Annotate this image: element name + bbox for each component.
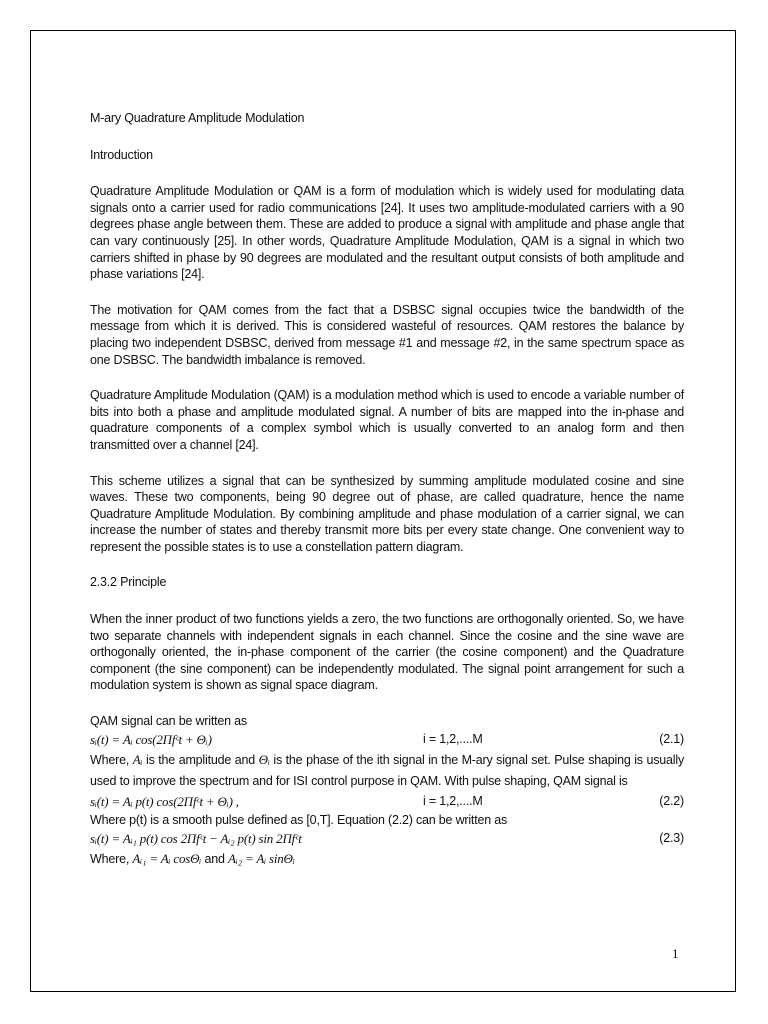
document-body — [90, 110, 684, 870]
symbol-phase: Θᵢ — [258, 751, 270, 767]
equation-2-1-number: (2.1) — [659, 731, 684, 746]
where2-lead: Where, — [90, 851, 130, 866]
equation-intro: QAM signal can be written as — [90, 714, 247, 729]
equation-2-3 — [90, 829, 684, 848]
equation-2-1-formula: sᵢ(t) = Aᵢ cos(2Πfᶜt + Θᵢ) — [90, 731, 212, 747]
paragraph-1: Quadrature Amplitude Modulation or QAM is a form of modulation which is widely used for modulating data signals onto a carrier used for radio communications [24]. It uses two amplitude-modulated carriers with a 90 degrees phase angle between them. These are added to produce a signal with amplitude and phase angle that can vary continuously [25]. In other words, Quadrature Amplitude Modulation, QAM is a signal in which two carriers shifted in phase by 90 degrees are modulated and the resultant output consists of both amplitude and phase variations [24]. — [90, 184, 684, 282]
where-amplitude-phase — [90, 749, 684, 792]
where-components — [90, 848, 684, 870]
where2-and: and — [204, 851, 225, 866]
equation-2-2 — [90, 792, 684, 811]
intro-heading: Introduction — [90, 147, 153, 162]
expr-a-i1: Aᵢ₁ = Aᵢ cosΘᵢ — [132, 850, 202, 866]
equation-2-3-formula: sᵢ(t) = Aᵢ₁ p(t) cos 2Πfᶜt − Aᵢ₂ p(t) sin 2Πfᶜt — [90, 830, 302, 846]
page-number: 1 — [672, 946, 679, 961]
principle-paragraph: When the inner product of two functions yields a zero, the two functions are orthogonally oriented. So, we have two separate channels with independent signals in each channel. Since the cosine and the sine wave are orthogonally oriented, the in-phase component of the carrier (the cosine component) and the Quadrature component (the sine component) can be independently modulated. The signal point arrangement for such a modulation system is shown as signal space diagram. — [90, 612, 684, 693]
expr-a-i2: Aᵢ₂ = Aᵢ sinΘᵢ — [227, 850, 295, 866]
pulse-definition: Where p(t) is a smooth pulse defined as [0,T]. Equation (2.2) can be written as — [90, 812, 508, 827]
equation-2-2-formula: sᵢ(t) = Aᵢ p(t) cos(2Πfᶜt + Θᵢ) , — [90, 793, 239, 809]
symbol-amplitude: Aᵢ — [132, 751, 143, 767]
paragraph-4: This scheme utilizes a signal that can be synthesized by summing amplitude modulated cosine and sine waves. These two components, being 90 degree out of phase, are called quadrature, hence the name Quadrature Amplitude Modulation. By combining amplitude and phase modulation of a carrier signal, we can increase the number of states and thereby transmit more bits per every state change. One convenient way to represent the possible states is to use a constellation pattern diagram. — [90, 473, 684, 554]
where-lead: Where, — [90, 752, 130, 767]
paragraph-3: Quadrature Amplitude Modulation (QAM) is a modulation method which is used to encode a variable number of bits into both a phase and amplitude modulated signal. A number of bits are mapped into the in-phase and quadrature components of a complex symbol which is usually converted to an analog form and then transmitted over a channel [24]. — [90, 388, 684, 452]
where-tail: is the phase of the ith signal in the M-ary signal set. Pulse shaping is usually used to improve the spectrum and for ISI control purpose in QAM. With pulse shaping, QAM signal is — [90, 752, 684, 788]
document-title: M-ary Quadrature Amplitude Modulation — [90, 111, 305, 125]
equation-2-2-range: i = 1,2,....M — [423, 793, 483, 808]
paragraph-2: The motivation for QAM comes from the fact that a DSBSC signal occupies twice the bandwidth of the message from which it is derived. This is considered wasteful of resources. QAM restores the balance by placing two independent DSBSC, derived from message #1 and message #2, in the same spectrum space as one DSBSC. The bandwidth imbalance is removed. — [90, 302, 684, 367]
equation-2-1-range: i = 1,2,....M — [423, 731, 483, 746]
equation-2-1 — [90, 730, 684, 749]
equation-2-3-number: (2.3) — [659, 830, 684, 845]
equation-2-2-number: (2.2) — [659, 793, 684, 808]
where-mid: is the amplitude and — [146, 752, 256, 767]
principle-heading: 2.3.2 Principle — [90, 575, 167, 590]
